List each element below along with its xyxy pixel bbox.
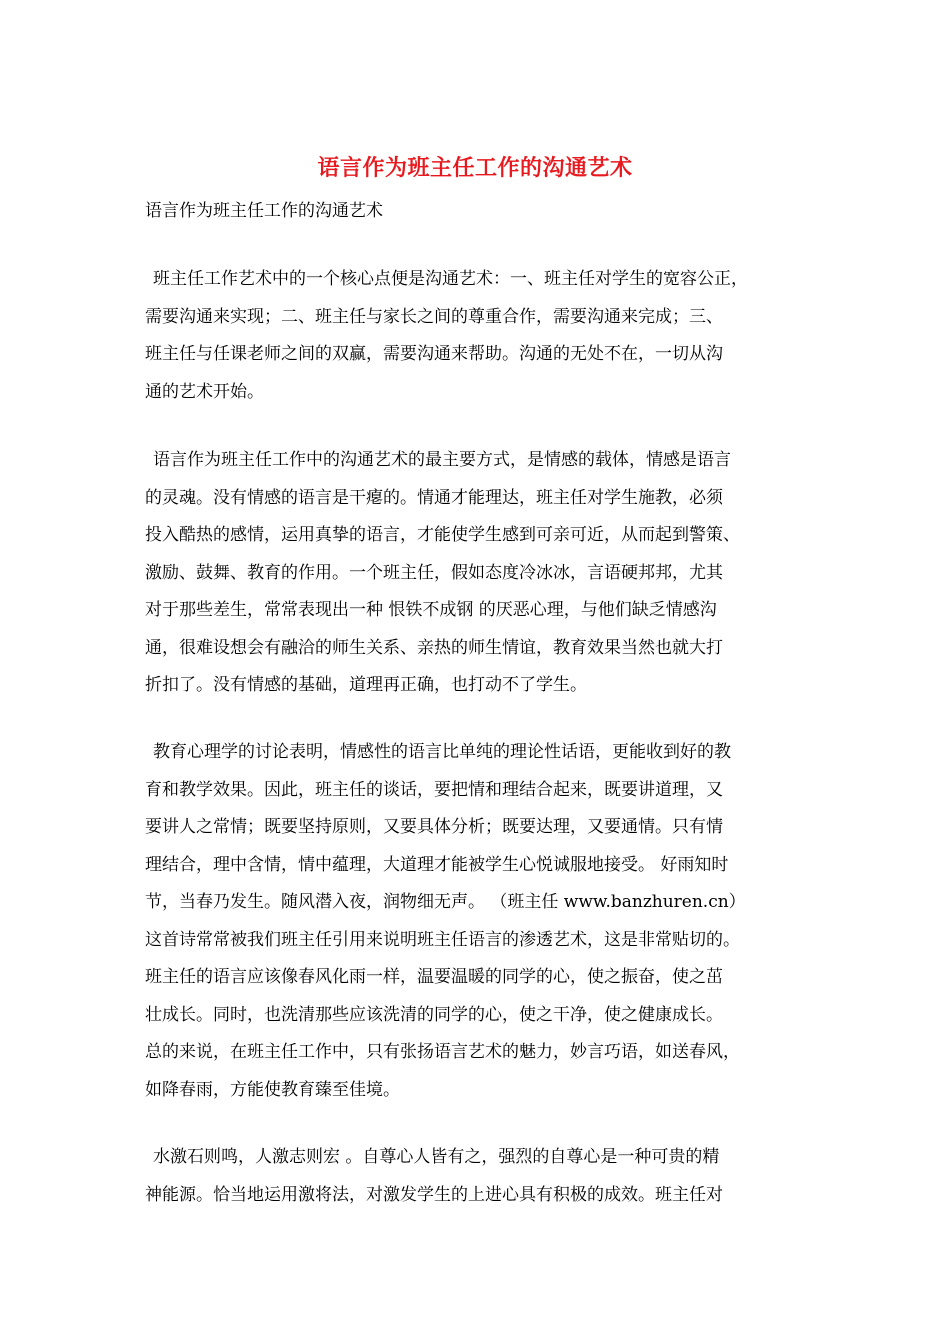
- document-subtitle: 语言作为班主任工作的沟通艺术: [145, 201, 383, 221]
- paragraph-line: 这首诗常常被我们班主任引用来说明班主任语言的渗透艺术，这是非常贴切的。: [145, 929, 740, 950]
- paragraph-line: 折扣了。没有情感的基础，道理再正确，也打动不了学生。: [145, 675, 587, 695]
- paragraph-line: 水激石则鸣，人激志则宏 。自尊心人皆有之，强烈的自尊心是一种可贵的精: [153, 1147, 720, 1167]
- paragraph-line: 通，很难设想会有融洽的师生关系、亲热的师生情谊，教育效果当然也就大打: [145, 637, 723, 658]
- paragraph-line: 节，当春乃发生。随风潜入夜，润物细无声。 （班主任 www.banzhuren.cn）: [145, 892, 746, 912]
- paragraph-line: 班主任的语言应该像春风化雨一样，温要温暖的同学的心，使之振奋，使之茁: [145, 967, 723, 987]
- paragraph-line: 理结合，理中含情，情中蕴理，大道理才能被学生心悦诚服地接受。 好雨知时: [145, 854, 729, 875]
- paragraph-4: [145, 1139, 815, 1214]
- paragraph-line: 需要沟通来实现；二、班主任与家长之间的尊重合作，需要沟通来完成；三、: [145, 306, 723, 327]
- paragraph-1: [145, 261, 815, 411]
- paragraph-line: 神能源。恰当地运用激将法，对激发学生的上进心具有积极的成效。班主任对: [145, 1184, 723, 1205]
- paragraph-line: 如降春雨，方能使教育臻至佳境。: [145, 1079, 400, 1100]
- paragraph-line: 教育心理学的讨论表明，情感性的语言比单纯的理论性话语，更能收到好的教: [153, 742, 731, 762]
- paragraph-line: 班主任与任课老师之间的双赢，需要沟通来帮助。沟通的无处不在，一切从沟: [145, 344, 723, 364]
- paragraph-line: 班主任工作艺术中的一个核心点便是沟通艺术：一、班主任对学生的宽容公正，: [153, 269, 748, 289]
- paragraph-line: 育和教学效果。因此，班主任的谈话，要把情和理结合起来，既要讲道理，又: [145, 779, 723, 800]
- paragraph-3: [145, 734, 815, 1109]
- paragraph-2: [145, 442, 815, 705]
- page-title: 语言作为班主任工作的沟通艺术: [317, 155, 633, 181]
- paragraph-line: 投入酷热的感情，运用真挚的语言，才能使学生感到可亲可近，从而起到警策、: [145, 525, 740, 545]
- paragraph-line: 总的来说，在班主任工作中，只有张扬语言艺术的魅力，妙言巧语，如送春风，: [145, 1042, 740, 1062]
- paragraph-line: 对于那些差生，常常表现出一种 恨铁不成钢 的厌恶心理，与他们缺乏情感沟: [145, 600, 717, 620]
- paragraph-line: 激励、鼓舞、教育的作用。一个班主任，假如态度冷冰冰，言语硬邦邦，尤其: [145, 562, 723, 583]
- paragraph-line: 语言作为班主任工作中的沟通艺术的最主要方式，是情感的载体，情感是语言: [153, 450, 731, 470]
- paragraph-line: 要讲人之常情；既要坚持原则，又要具体分析；既要达理，又要通情。只有情: [145, 817, 723, 837]
- paragraph-line: 通的艺术开始。: [145, 381, 264, 402]
- paragraph-line: 的灵魂。没有情感的语言是干瘪的。情通才能理达，班主任对学生施教，必须: [145, 487, 723, 508]
- paragraph-line: 壮成长。同时，也洗清那些应该洗清的同学的心，使之干净，使之健康成长。: [145, 1004, 723, 1025]
